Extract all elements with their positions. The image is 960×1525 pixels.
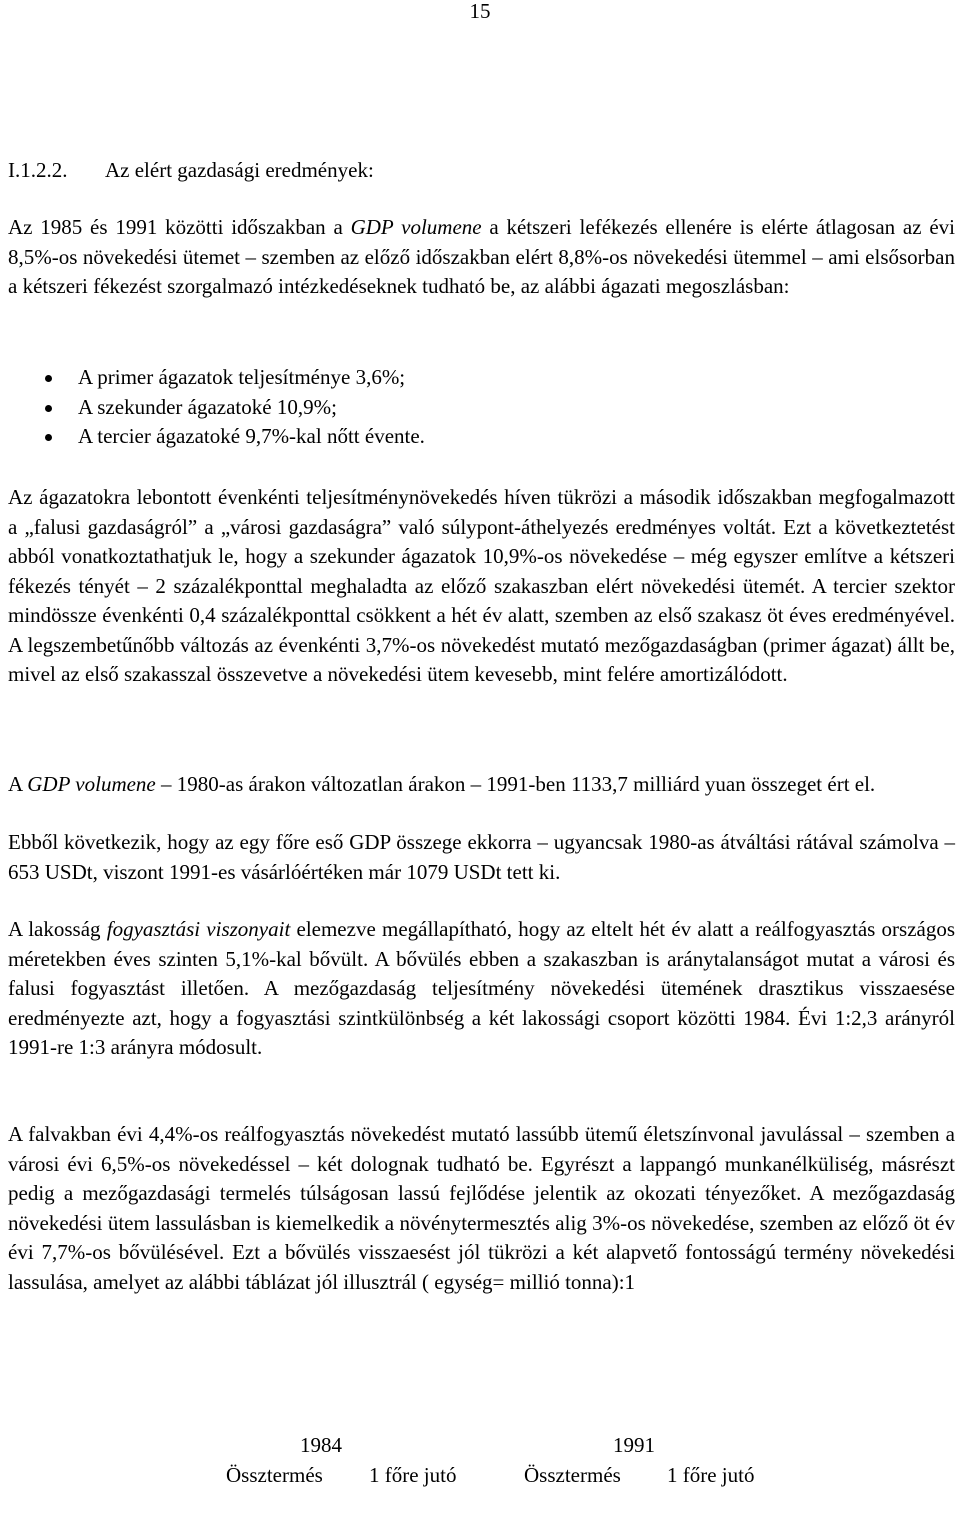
bullet-icon [45,405,52,412]
paragraph-text: – 1980-as árakon változatlan árakon – 1991-ben 1133,7 milliárd yuan összeget ért el. [155,772,876,796]
paragraph-text: A [8,772,28,796]
paragraph-consumption [8,915,955,1063]
table-year-1991: 1991 [613,1433,655,1457]
table-column-header: 1 főre jutó [667,1463,755,1487]
paragraph-gdp-per-capita: Ebből következik, hogy az egy főre eső GDP összege ekkorra – ugyancsak 1980-as átváltási rátával számolva – 653 USDt, viszont 1991-es vásárlóértéken már 1079 USDt tett ki. [8,830,955,884]
list-item-text: A tercier ágazatoké 9,7%-kal nőtt évente. [78,424,425,448]
italic-term: GDP volumene [27,772,156,796]
list-item [8,393,425,423]
paragraph-text: elemezve megállapítható, hogy az eltelt hét év alatt a reálfogyasztás országos méretekben éves szinten 5,1%-kal bővült. A bővülés ebben a szakaszban is aránytalanságot mutat a városi és falusi fogyasztást illetően. A mezőgazdaság teljesítmény növekedési ütemének drasztikus visszaesése eredményezte azt, hogy a fogyasztási szintkülönbség a két lakossági csoport közötti 1984. Évi 1:2,3 arányról 1991-re 1:3 arányra módosult. [8,917,956,1059]
table-column-header: Össztermés [524,1463,621,1487]
bullet-icon [45,434,52,441]
italic-term: fogyasztási viszonyait [106,917,291,941]
section-heading [8,158,374,182]
table-column-header: 1 főre jutó [369,1463,457,1487]
paragraph-text: Az 1985 és 1991 közötti időszakban a [8,215,351,239]
list-item [8,363,425,393]
section-number: I.1.2.2. [8,158,68,182]
list-item-text: A primer ágazatok teljesítménye 3,6%; [78,365,406,389]
sector-growth-list [8,363,425,452]
section-title: Az elért gazdasági eredmények: [105,158,374,182]
list-item [8,422,425,452]
table-year-1984: 1984 [300,1433,342,1457]
italic-term: GDP volumene [350,215,482,239]
table-column-header: Össztermés [226,1463,323,1487]
paragraph-gdp-volume [8,770,955,800]
paragraph-sector-analysis: Az ágazatokra lebontott évenkénti teljesítménynövekedés híven tükrözi a második időszakban megfogalmazott a „falusi gazdaságról” a „városi gazdaságra” való súlypont-áthelyezés eredményes voltát. Ezt a következtetést abból vonatkoztathatjuk le, hogy a szekunder ágazatok 10,9%-os növekedése – még egyszer említve a kétszeri fékezés tényét – 2 százalékponttal meghaladta az előző szakaszban elért növekedési ütemét. A tercier szektor mindössze évenkénti 0,4 százalékponttal csökkent a hét év alatt, szemben az első szakasz öt éves eredményével. A legszembetűnőbb változás az évenkénti 3,7%-os növekedést mutató mezőgazdaságban (primer ágazat) állt be, mivel az első szakasszal összevetve a növekedési ütem kevesebb, mint felére amortizálódott. [8,485,955,686]
paragraph-gdp-growth [8,213,955,302]
list-item-text: A szekunder ágazatoké 10,9%; [78,394,337,419]
paragraph-rural-living: A falvakban évi 4,4%-os reálfogyasztás növekedést mutató lassúbb ütemű életszínvonal javulással – szemben a városi évi 6,5%-os növekedéssel – két dolognak tudható be. Egyrészt a lappangó munkanélküliség, másrészt pedig a mezőgazdasági termelés túlságosan lassú fejlődése jelentik az okozati tényezőket. A mezőgazdaság növekedési ütem lassulásban is kiemelkedik a növénytermesztés alig 3%-os növekedése, szemben az előző öt év évi 7,7%-os bővülésével. Ezt a bővülés visszaesést jól tükrözi a két alapvető fontosságú termény növekedési lassulása, amelyet az alábbi táblázat jól illusztrál ( egység= millió tonna):1 [8,1122,955,1294]
paragraph-text: a kétszeri lefékezés ellenére is elérte átlagosan az évi 8,5%-os növekedési ütemet – szemben az előző időszakban elért 8,8%-os növekedési ütemmel – ami elsősorban a kétszeri fékezést szorgalmazó intézkedéseknek tudható be, az alábbi ágazati megoszlásban: [8,215,956,298]
bullet-icon [45,375,52,382]
page-number: 15 [469,0,491,23]
paragraph-text: A lakosság [8,917,107,941]
